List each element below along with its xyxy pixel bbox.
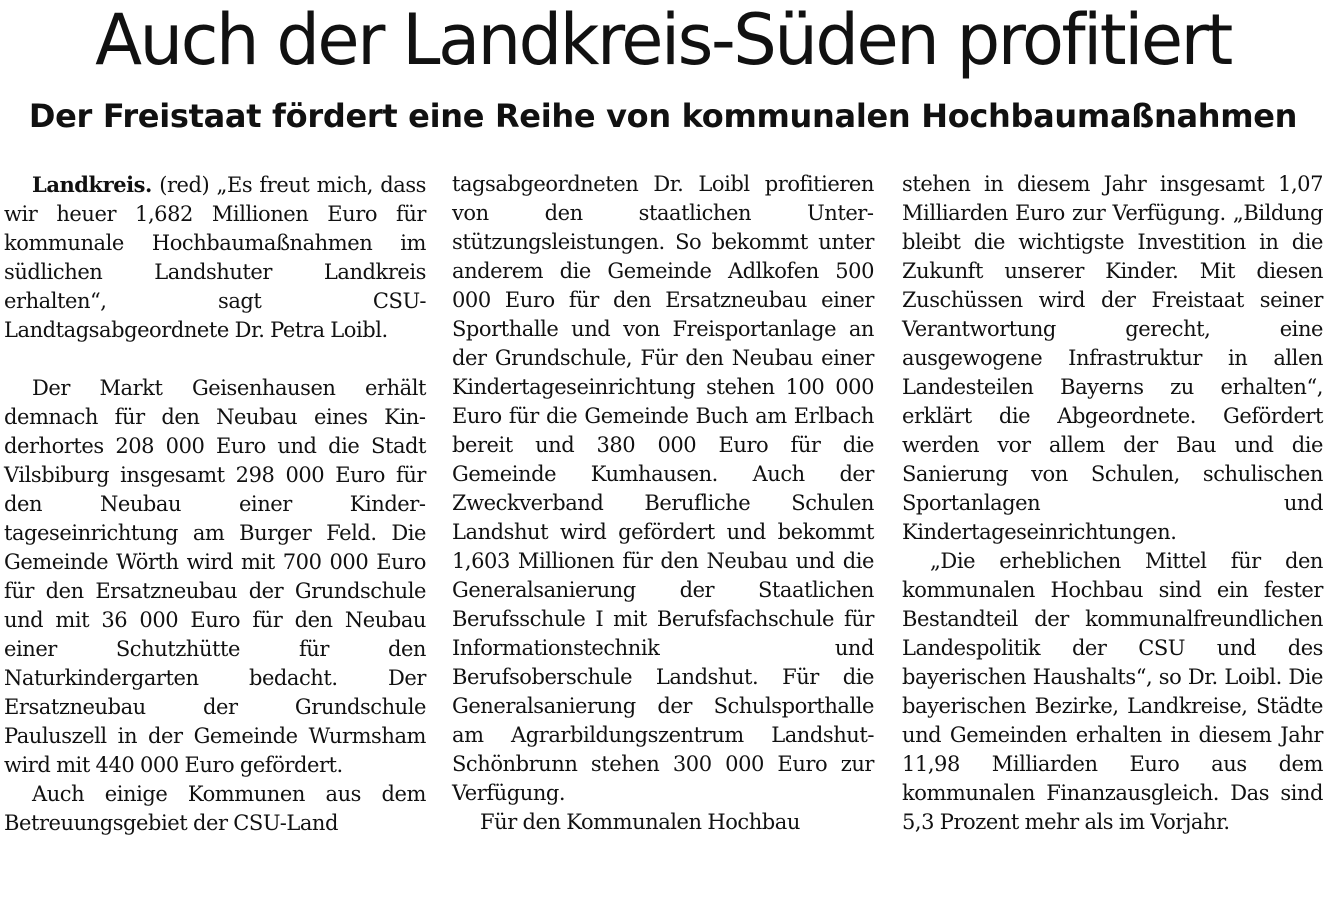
paragraph: stehen in diesem Jahr insgesamt 1,07 Milliarden Euro zur Verfügung. „Bildung bleibt die wichtigste Investition in die Zukunft unserer Kinder. Mit diesen Zuschüssen wird der Freistaat seiner Verantwortung gerecht, eine ausgewogene Infrastruktur in allen Landesteilen Bayerns zu erhalten“, erklärt die Abgeordnete. Gefördert werden vor allem der Bau und die Sanierung von Schulen, schulischen Sportanlagen und Kindertageseinrichtungen. (902, 172, 1323, 544)
paragraph: Auch einige Kommunen aus dem Betreuungsgebiet der CSU-Land (4, 782, 426, 835)
article-headline: Auch der Landkreis-Süden profitiert (95, 0, 1231, 81)
paragraph: tagsabgeordneten Dr. Loibl profitieren von den staatlichen Unterstützungsleistungen. So bekommt unter anderem die Gemeinde Adlkofen 500 000 Euro für den Ersatzneubau einer Sporthalle und von Freisportanlage an der Grundschule, Für den Neubau einer Kindertageseinrichtung stehen 100 000 Euro für die Gemeinde Buch am Erlbach bereit und 380 000 Euro für die Gemeinde Kumhausen. Auch der Zweckverband Berufliche Schulen Landshut wird gefördert und bekommt 1,603 Millionen für den Neubau und die Generalsanierung der Staatlichen Berufsschule I mit Berufsfachschule für Informationstechnik und Berufsoberschule Landshut. Für die Generalsanierung der Schulsporthalle am Agrarbildungszentrum Landshut-Schönbrunn stehen 300 000 Euro zur Verfügung. (452, 172, 874, 805)
paragraph-text: (red) „Es freut mich, dass wir heuer 1,682 Millionen Euro für kommunale Hochbaumaßnahmen im südlichen Landshuter Landkreis erhalten“, sagt CSU-Landtagsabgeordnete Dr. Petra Loibl. (4, 173, 426, 342)
dateline: Landkreis. (32, 172, 152, 197)
article-column-1 (4, 170, 426, 838)
paragraph (4, 170, 426, 345)
article-column-3 (902, 170, 1323, 837)
paragraph: Der Markt Geisenhausen erhält demnach für den Neubau eines Kinderhortes 208 000 Euro und die Stadt Vilsbiburg insgesamt 298 000 Euro für den Neubau einer Kindertageseinrichtung am Burger Feld. Die Gemeinde Wörth wird mit 700 000 Euro für den Ersatzneubau der Grundschule und mit 36 000 Euro für den Neubau einer Schutzhütte für den Naturkindergarten bedacht. Der Ersatzneubau der Grundschule Pauluszell in der Gemeinde Wurmsham wird mit 440 000 Euro gefördert. (4, 376, 426, 777)
paragraph: Für den Kommunalen Hochbau (480, 810, 800, 834)
paragraph: „Die erheblichen Mittel für den kommunalen Hochbau sind ein fester Bestandteil der kommunalfreundlichen Landespolitik der CSU und des bayerischen Haushalts“, so Dr. Loibl. Die bayerischen Bezirke, Landkreise, Städte und Gemeinden erhalten in diesem Jahr 11,98 Milliarden Euro aus dem kommunalen Finanzausgleich. Das sind 5,3 Prozent mehr als im Vorjahr. (902, 549, 1323, 834)
article-subheadline: Der Freistaat fördert eine Reihe von kommunalen Hochbaumaßnahmen (28, 97, 1298, 135)
article-column-2 (452, 170, 874, 837)
